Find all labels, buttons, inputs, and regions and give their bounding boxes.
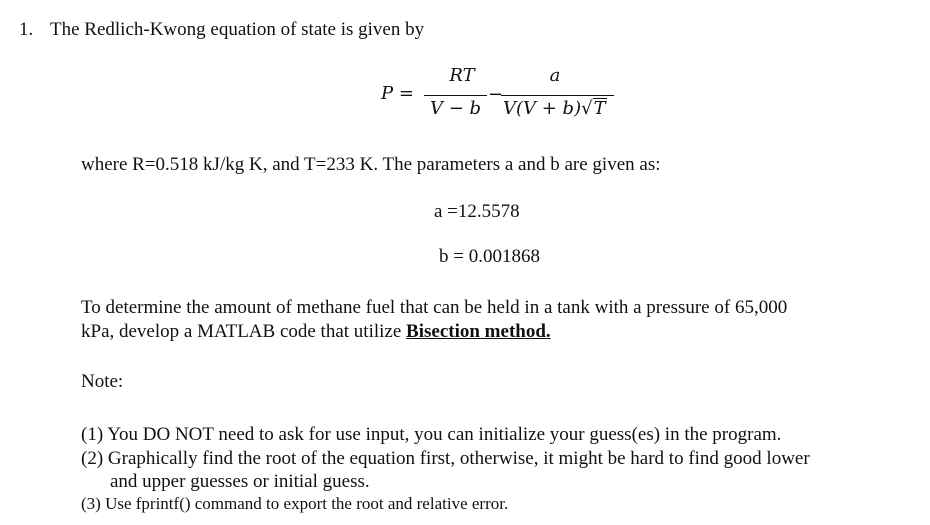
equation-fraction2-denominator-prefix: V(V + b)√	[503, 98, 593, 119]
equation-fraction1-numerator: RT	[449, 65, 475, 86]
note-heading: Note:	[81, 371, 124, 392]
param-a: a =12.5578	[434, 201, 520, 222]
note-item-2-continuation: and upper guesses or initial guess.	[110, 471, 370, 492]
where-line: where R=0.518 kJ/kg K, and T=233 K. The parameters a and b are given as:	[81, 154, 661, 175]
note-item-3: (3) Use fprintf() command to export the root and relative error.	[81, 494, 509, 513]
equation-fraction2-denominator	[501, 98, 616, 119]
note-item-2: (2) Graphically find the root of the equation first, otherwise, it might be hard to find good lower	[81, 448, 810, 469]
equation-lhs: P =	[381, 83, 414, 104]
task-line-2-prefix: kPa, develop a MATLAB code that utilize	[81, 321, 407, 342]
note-item-1: (1) You DO NOT need to ask for use input, you can initialize your guess(es) in the program.	[81, 424, 782, 445]
task-line-2	[81, 321, 551, 343]
equation-fraction2-numerator: a	[549, 65, 561, 86]
equation-fraction2-bar	[501, 95, 614, 96]
equation-sqrt-radicand: T	[593, 98, 606, 119]
param-b: b = 0.001868	[439, 246, 540, 267]
bisection-method-emphasis: Bisection method.	[406, 321, 551, 342]
equation-fraction1-bar	[424, 95, 487, 96]
equation-minus: −	[488, 84, 504, 105]
equation-fraction1-denominator: V − b	[429, 98, 482, 119]
question-intro: The Redlich-Kwong equation of state is given by	[50, 19, 425, 40]
question-number: 1.	[19, 19, 34, 40]
task-line-1: To determine the amount of methane fuel that can be held in a tank with a pressure of 65,000	[81, 297, 788, 318]
